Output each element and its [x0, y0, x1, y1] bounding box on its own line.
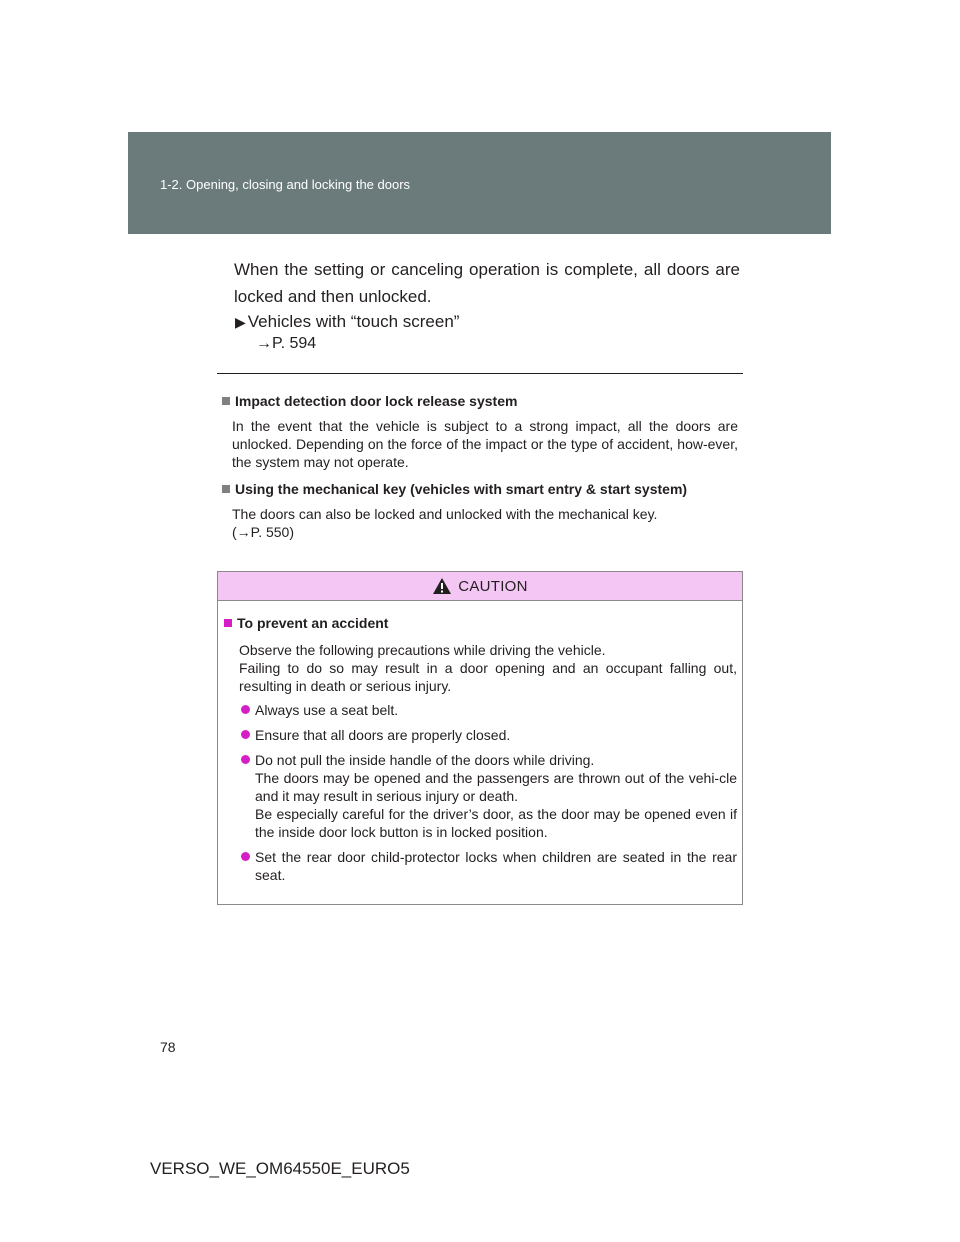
warning-triangle-icon [432, 577, 452, 595]
round-bullet-icon [241, 730, 250, 739]
note-heading [222, 390, 738, 412]
caution-body-line: Failing to do so may result in a door opening and an occupant falling out, resulting in death or serious injury. [239, 660, 737, 694]
page-reference [256, 332, 316, 356]
square-bullet-icon [224, 619, 232, 627]
caution-header [218, 572, 742, 601]
reference-arrow: → [256, 335, 272, 352]
caution-body-line: Observe the following precautions while driving the vehicle. [239, 642, 606, 658]
list-item [241, 848, 737, 884]
section-divider [217, 373, 743, 374]
vehicles-label: Vehicles with “touch screen” [247, 312, 460, 331]
list-item-detail: The doors may be opened and the passengers are thrown out of the vehi-cle and it may result in serious injury or death. [255, 770, 737, 804]
reference-open-paren: ( [232, 524, 237, 540]
page-number: 78 [160, 1039, 176, 1055]
caution-heading [224, 613, 737, 633]
reference-arrow: → [236, 524, 251, 540]
list-item-detail: Be especially careful for the driver’s door, as the door may be opened even if the inside door lock button is in locked position. [255, 806, 737, 840]
note-heading-text: Impact detection door lock release system [235, 393, 518, 409]
caution-list [224, 701, 737, 884]
caution-heading-text: To prevent an accident [237, 615, 389, 631]
list-item-text: Ensure that all doors are properly closed. [255, 727, 511, 743]
list-item [241, 726, 737, 744]
caution-content [218, 601, 742, 884]
note-heading [222, 478, 738, 500]
note-body-text: The doors can also be locked and unlocked with the mechanical key. [232, 506, 658, 522]
square-bullet-icon [222, 485, 230, 493]
caution-box [217, 571, 743, 905]
vehicles-variant-line [235, 310, 459, 334]
note-impact-detection [222, 390, 738, 471]
triangle-bullet-icon: ▶ [235, 314, 246, 330]
square-bullet-icon [222, 397, 230, 405]
round-bullet-icon [241, 755, 250, 764]
caution-body [239, 641, 737, 695]
intro-text: When the setting or canceling operation is complete, all doors are locked and then unlocked. [234, 260, 740, 306]
list-item [241, 701, 737, 719]
section-title: 1-2. Opening, closing and locking the doors [160, 177, 411, 192]
document-code: VERSO_WE_OM64550E_EURO5 [150, 1159, 410, 1178]
list-item [241, 751, 737, 841]
round-bullet-icon [241, 852, 250, 861]
note-body [232, 505, 738, 541]
notes-section [222, 390, 738, 541]
note-body: In the event that the vehicle is subject to a strong impact, all the doors are unlocked. Depending on the force of the impact or the type of accident, how-ever, the system may not operate. [232, 418, 738, 470]
list-item-text: Do not pull the inside handle of the doors while driving. [255, 752, 595, 768]
round-bullet-icon [241, 705, 250, 714]
caution-title: CAUTION [458, 577, 528, 595]
note-heading-text: Using the mechanical key (vehicles with smart entry & start system) [235, 481, 688, 497]
intro-paragraph [234, 256, 740, 310]
list-item-text: Set the rear door child-protector locks when children are seated in the rear seat. [255, 849, 737, 883]
list-item-text: Always use a seat belt. [255, 702, 399, 718]
reference-link[interactable]: P. 594 [272, 335, 317, 352]
note-mechanical-key [222, 478, 738, 541]
reference-link[interactable]: P. 550) [250, 524, 295, 540]
